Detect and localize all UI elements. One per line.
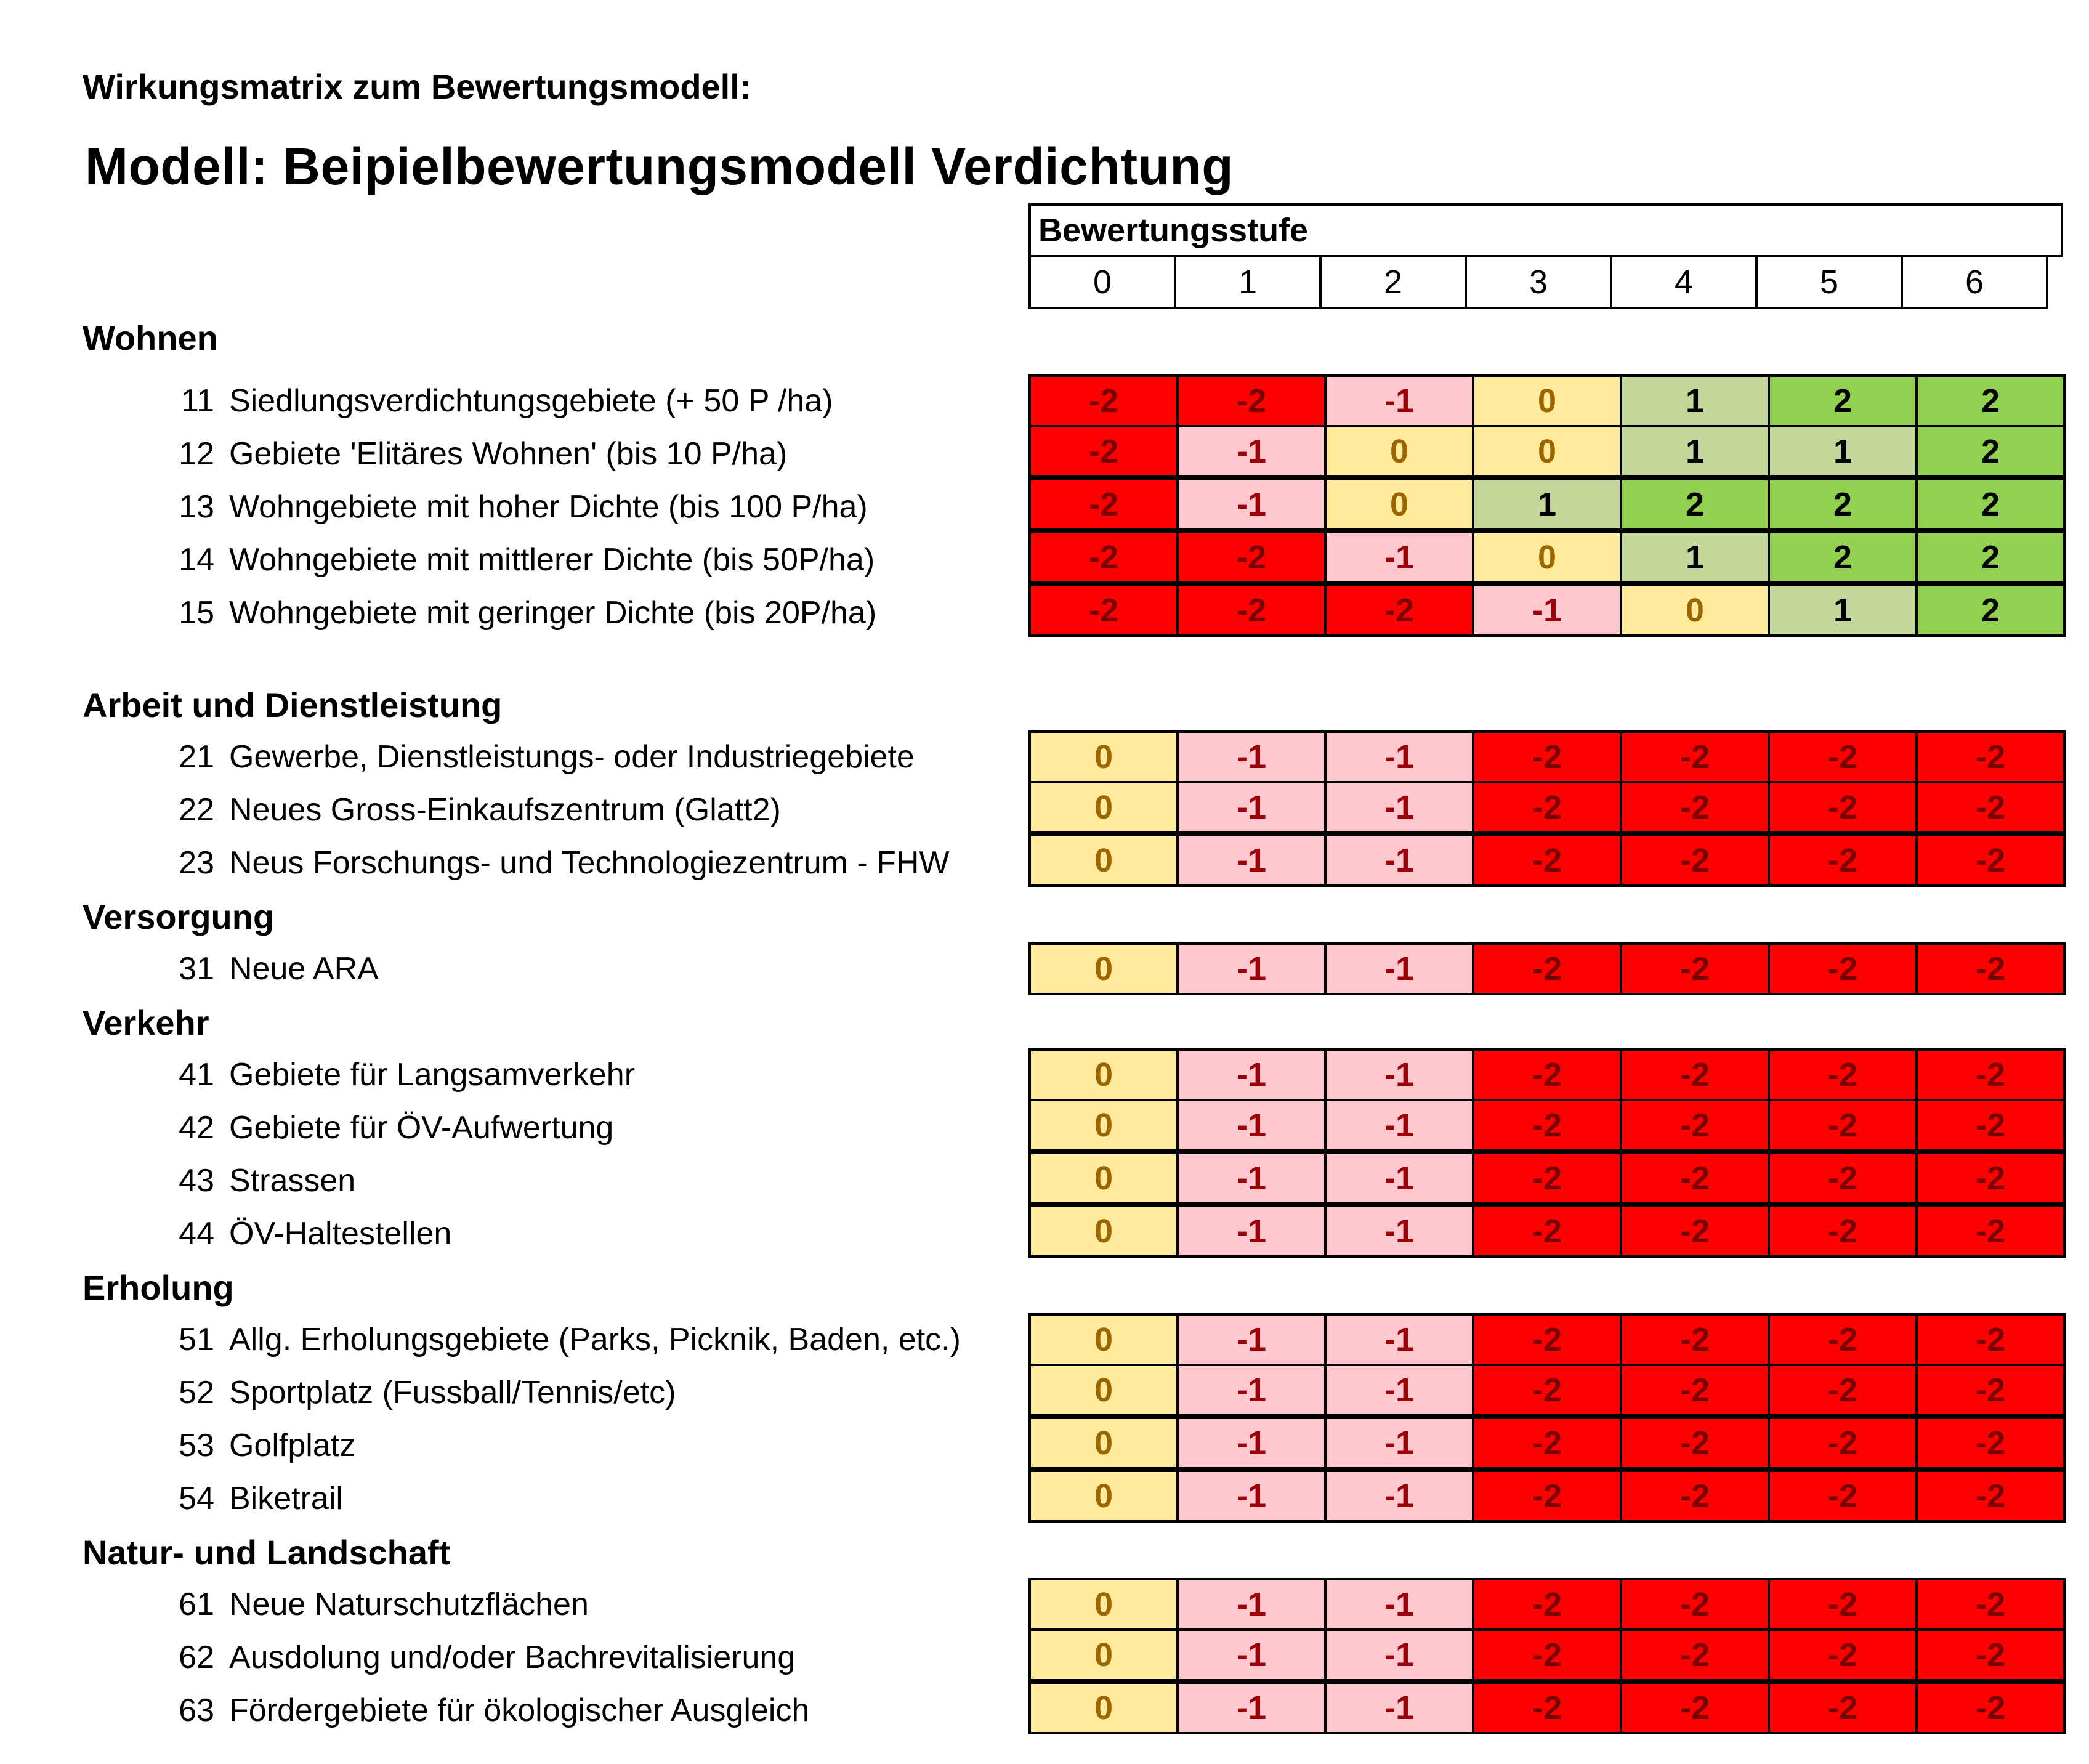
impact-cell: -2 — [1472, 1313, 1622, 1366]
impact-cell: 0 — [1028, 730, 1179, 783]
impact-cell: 0 — [1028, 834, 1179, 887]
matrix-row — [0, 942, 2089, 995]
impact-cell: 2 — [1768, 478, 1918, 531]
row-number: 43 — [179, 1163, 214, 1199]
impact-cell: -2 — [1472, 1578, 1622, 1631]
impact-cell: -1 — [1176, 1313, 1327, 1366]
impact-cell: -1 — [1176, 781, 1327, 834]
row-number: 42 — [179, 1110, 214, 1146]
impact-cell: -2 — [1620, 1470, 1770, 1523]
impact-cell: -1 — [1324, 1048, 1474, 1101]
section-title: Versorgung — [83, 897, 275, 936]
row-number: 12 — [179, 436, 214, 472]
impact-cell: -2 — [1028, 584, 1179, 637]
row-cells — [1028, 1631, 2066, 1681]
impact-cell: -2 — [1768, 1578, 1918, 1631]
impact-cell: -1 — [1324, 834, 1474, 887]
impact-cell: -2 — [1472, 1681, 1622, 1734]
impact-cell: -1 — [1176, 1099, 1327, 1152]
impact-cell: 0 — [1028, 1099, 1179, 1152]
impact-cell: 0 — [1028, 1364, 1179, 1417]
row-label: Wohngebiete mit hoher Dichte (bis 100 P/ha) — [229, 489, 868, 525]
matrix-row — [0, 1684, 2089, 1737]
impact-cell: 2 — [1915, 374, 2066, 427]
row-label: Neues Gross-Einkaufszentrum (Glatt2) — [229, 792, 781, 828]
impact-cell: -1 — [1176, 478, 1327, 531]
row-number: 54 — [179, 1481, 214, 1516]
level-cell: 6 — [1901, 255, 2048, 309]
row-cells — [1028, 1101, 2066, 1152]
impact-cell: 1 — [1472, 478, 1622, 531]
impact-cell: -2 — [1472, 1364, 1622, 1417]
row-number: 21 — [179, 739, 214, 775]
impact-cell: -2 — [1324, 584, 1474, 637]
impact-cell: -2 — [1472, 730, 1622, 783]
level-cell: 3 — [1465, 255, 1612, 309]
impact-cell: -2 — [1915, 1313, 2066, 1366]
impact-cell: -1 — [1176, 1152, 1327, 1205]
row-cells — [1028, 1366, 2066, 1417]
impact-cell: -2 — [1620, 1048, 1770, 1101]
row-number: 63 — [179, 1693, 214, 1728]
impact-cell: 2 — [1915, 478, 2066, 531]
row-number: 14 — [179, 542, 214, 578]
impact-cell: -2 — [1915, 1364, 2066, 1417]
impact-cell: 0 — [1028, 781, 1179, 834]
impact-cell: -1 — [1176, 1681, 1327, 1734]
impact-cell: -2 — [1620, 1417, 1770, 1470]
row-cells — [1028, 586, 2066, 637]
impact-cell: -2 — [1620, 1681, 1770, 1734]
impact-cell: -2 — [1028, 531, 1179, 584]
impact-cell: -2 — [1620, 1099, 1770, 1152]
row-cells — [1028, 783, 2066, 834]
impact-cell: 0 — [1324, 478, 1474, 531]
impact-cell: -1 — [1176, 834, 1327, 887]
impact-cell: -1 — [1176, 1578, 1327, 1631]
impact-cell: -2 — [1620, 834, 1770, 887]
impact-cell: -2 — [1768, 834, 1918, 887]
impact-cell: -2 — [1915, 1417, 2066, 1470]
row-label: Sportplatz (Fussball/Tennis/etc) — [229, 1375, 676, 1410]
impact-cell: -1 — [1176, 1364, 1327, 1417]
row-cells — [1028, 374, 2066, 427]
impact-cell: -2 — [1768, 1205, 1918, 1258]
impact-cell: -2 — [1472, 781, 1622, 834]
level-cell: 0 — [1028, 255, 1176, 309]
impact-cell: -2 — [1472, 1152, 1622, 1205]
impact-cell: -2 — [1472, 1417, 1622, 1470]
matrix-row — [0, 1366, 2089, 1419]
impact-cell: -2 — [1472, 1205, 1622, 1258]
row-number: 11 — [181, 383, 214, 419]
matrix-row — [0, 374, 2089, 427]
row-cells — [1028, 1472, 2066, 1523]
impact-cell: -2 — [1620, 1313, 1770, 1366]
impact-cell: -2 — [1620, 730, 1770, 783]
row-label: Biketrail — [229, 1481, 343, 1516]
impact-cell: 2 — [1768, 374, 1918, 427]
row-label: Strassen — [229, 1163, 356, 1199]
impact-cell: 1 — [1768, 584, 1918, 637]
level-cell: 2 — [1319, 255, 1467, 309]
section-title: Arbeit und Dienstleistung — [83, 686, 503, 724]
impact-cell: -2 — [1915, 781, 2066, 834]
impact-cell: 1 — [1620, 531, 1770, 584]
row-label: Ausdolung und/oder Bachrevitalisierung — [229, 1640, 796, 1675]
row-number: 13 — [179, 489, 214, 525]
row-number: 22 — [179, 792, 214, 828]
impact-cell: 1 — [1620, 425, 1770, 478]
impact-cell: -2 — [1472, 1470, 1622, 1523]
matrix-row — [0, 1313, 2089, 1366]
matrix-row — [0, 1578, 2089, 1631]
impact-cell: -2 — [1915, 1578, 2066, 1631]
impact-cell: -1 — [1176, 425, 1327, 478]
row-label: Allg. Erholungsgebiete (Parks, Picknik, Baden, etc.) — [229, 1322, 961, 1357]
row-cells — [1028, 1684, 2066, 1734]
impact-cell: -1 — [1324, 1578, 1474, 1631]
impact-cell: -2 — [1915, 1048, 2066, 1101]
row-label: Neus Forschungs- und Technologiezentrum - FHW — [229, 845, 950, 881]
impact-cell: -2 — [1915, 1628, 2066, 1681]
impact-cell: -2 — [1620, 1364, 1770, 1417]
impact-cell: 0 — [1028, 1417, 1179, 1470]
impact-cell: -2 — [1768, 1152, 1918, 1205]
row-number: 31 — [179, 951, 214, 987]
impact-cell: -2 — [1768, 1681, 1918, 1734]
row-cells — [1028, 1419, 2066, 1470]
impact-cell: 1 — [1620, 374, 1770, 427]
row-label: Wohngebiete mit geringer Dichte (bis 20P/ha) — [229, 595, 877, 631]
impact-cell: -2 — [1915, 1152, 2066, 1205]
row-label: Gebiete für ÖV-Aufwertung — [229, 1110, 614, 1146]
impact-cell: -2 — [1028, 478, 1179, 531]
row-number: 53 — [179, 1428, 214, 1463]
row-label: Fördergebiete für ökologischer Ausgleich — [229, 1693, 810, 1728]
impact-cell: -2 — [1472, 1628, 1622, 1681]
row-label: Gebiete für Langsamverkehr — [229, 1057, 636, 1093]
row-cells — [1028, 427, 2066, 478]
section-title: Erholung — [83, 1268, 234, 1307]
row-label: Neue ARA — [229, 951, 379, 987]
section-title: Verkehr — [83, 1003, 209, 1042]
impact-cell: -1 — [1472, 584, 1622, 637]
row-cells — [1028, 1154, 2066, 1205]
impact-cell: -1 — [1324, 730, 1474, 783]
impact-cell: 0 — [1028, 1578, 1179, 1631]
impact-cell: 0 — [1028, 1628, 1179, 1681]
matrix-row — [0, 427, 2089, 480]
impact-cell: -1 — [1324, 1364, 1474, 1417]
impact-cell: -2 — [1620, 1628, 1770, 1681]
row-cells — [1028, 942, 2066, 995]
impact-cell: -1 — [1176, 1048, 1327, 1101]
impact-cell: -2 — [1768, 781, 1918, 834]
impact-cell: 0 — [1028, 1048, 1179, 1101]
row-cells — [1028, 1313, 2066, 1366]
impact-cell: -2 — [1915, 834, 2066, 887]
level-cell: 1 — [1174, 255, 1322, 309]
impact-cell: -2 — [1472, 834, 1622, 887]
impact-cell: -2 — [1768, 1470, 1918, 1523]
impact-cell: -1 — [1176, 1628, 1327, 1681]
impact-cell: -1 — [1324, 1313, 1474, 1366]
row-label: Wohngebiete mit mittlerer Dichte (bis 50P/ha) — [229, 542, 875, 578]
impact-cell: -2 — [1915, 1099, 2066, 1152]
impact-cell: -1 — [1324, 942, 1474, 995]
matrix-row — [0, 1048, 2089, 1101]
row-cells — [1028, 533, 2066, 584]
impact-cell: -1 — [1324, 1152, 1474, 1205]
row-number: 51 — [179, 1322, 214, 1357]
impact-cell: -2 — [1915, 730, 2066, 783]
impact-cell: -1 — [1324, 1205, 1474, 1258]
impact-cell: -2 — [1620, 1205, 1770, 1258]
row-cells — [1028, 1207, 2066, 1258]
impact-cell: -1 — [1176, 942, 1327, 995]
row-number: 41 — [179, 1057, 214, 1093]
impact-cell: -2 — [1472, 1099, 1622, 1152]
matrix-row — [0, 1419, 2089, 1472]
row-number: 44 — [179, 1216, 214, 1252]
impact-cell: -2 — [1768, 1048, 1918, 1101]
matrix-row — [0, 1101, 2089, 1154]
matrix-row — [0, 533, 2089, 586]
impact-cell: 0 — [1028, 1152, 1179, 1205]
header-box — [1028, 203, 2063, 309]
impact-cell: -2 — [1768, 1313, 1918, 1366]
matrix-row — [0, 1631, 2089, 1684]
impact-cell: -2 — [1915, 1205, 2066, 1258]
impact-cell: -2 — [1472, 942, 1622, 995]
impact-cell: -1 — [1324, 531, 1474, 584]
impact-cell: -2 — [1768, 942, 1918, 995]
impact-cell: 0 — [1620, 584, 1770, 637]
impact-cell: -1 — [1324, 781, 1474, 834]
matrix-row — [0, 1472, 2089, 1525]
impact-cell: 0 — [1028, 1470, 1179, 1523]
impact-cell: -2 — [1620, 1152, 1770, 1205]
impact-cell: -2 — [1176, 531, 1327, 584]
impact-cell: -1 — [1176, 1417, 1327, 1470]
impact-cell: -1 — [1324, 1470, 1474, 1523]
header-title: Bewertungsstufe — [1028, 203, 2063, 257]
impact-cell: 0 — [1028, 1205, 1179, 1258]
impact-cell: -2 — [1176, 584, 1327, 637]
matrix-row — [0, 836, 2089, 889]
impact-cell: 0 — [1028, 1313, 1179, 1366]
impact-cell: -1 — [1176, 730, 1327, 783]
impact-cell: -2 — [1915, 1470, 2066, 1523]
row-label: Siedlungsverdichtungsgebiete (+ 50 P /ha) — [229, 383, 833, 419]
impact-cell: 0 — [1472, 374, 1622, 427]
impact-cell: -2 — [1472, 1048, 1622, 1101]
impact-cell: 0 — [1028, 1681, 1179, 1734]
impact-cell: 0 — [1028, 942, 1179, 995]
row-number: 15 — [179, 595, 214, 631]
row-label: Gebiete 'Elitäres Wohnen' (bis 10 P/ha) — [229, 436, 788, 472]
row-cells — [1028, 730, 2066, 783]
row-cells — [1028, 836, 2066, 887]
row-cells — [1028, 1578, 2066, 1631]
impact-cell: -2 — [1768, 1364, 1918, 1417]
impact-cell: -2 — [1768, 730, 1918, 783]
impact-cell: -1 — [1324, 1417, 1474, 1470]
impact-cell: -2 — [1620, 781, 1770, 834]
header-levels — [1028, 255, 2048, 309]
row-cells — [1028, 1048, 2066, 1101]
impact-cell: -2 — [1028, 374, 1179, 427]
impact-cell: -1 — [1324, 1681, 1474, 1734]
impact-cell: -2 — [1620, 1578, 1770, 1631]
impact-cell: 0 — [1472, 425, 1622, 478]
impact-cell: 0 — [1472, 531, 1622, 584]
impact-cell: 2 — [1768, 531, 1918, 584]
section-title: Natur- und Landschaft — [83, 1533, 451, 1572]
impact-cell: 0 — [1324, 425, 1474, 478]
impact-cell: 2 — [1915, 584, 2066, 637]
row-number: 62 — [179, 1640, 214, 1675]
impact-cell: -1 — [1176, 1205, 1327, 1258]
matrix-row — [0, 783, 2089, 836]
impact-cell: -2 — [1620, 942, 1770, 995]
impact-cell: -2 — [1768, 1628, 1918, 1681]
row-number: 61 — [179, 1587, 214, 1622]
impact-cell: -1 — [1324, 374, 1474, 427]
level-cell: 4 — [1610, 255, 1758, 309]
section-title: Wohnen — [83, 318, 218, 357]
matrix-row — [0, 1154, 2089, 1207]
impact-cell: -1 — [1176, 1470, 1327, 1523]
impact-cell: -2 — [1915, 1681, 2066, 1734]
impact-cell: -1 — [1324, 1099, 1474, 1152]
impact-cell: 2 — [1620, 478, 1770, 531]
row-label: ÖV-Haltestellen — [229, 1216, 452, 1252]
matrix-row — [0, 480, 2089, 533]
impact-cell: 1 — [1768, 425, 1918, 478]
row-label: Gewerbe, Dienstleistungs- oder Industriegebiete — [229, 739, 915, 775]
row-number: 52 — [179, 1375, 214, 1410]
impact-cell: 2 — [1915, 425, 2066, 478]
row-cells — [1028, 480, 2066, 531]
row-label: Golfplatz — [229, 1428, 356, 1463]
matrix-row — [0, 586, 2089, 639]
impact-cell: -2 — [1915, 942, 2066, 995]
impact-cell: -2 — [1176, 374, 1327, 427]
impact-cell: -1 — [1324, 1628, 1474, 1681]
level-cell: 5 — [1755, 255, 1903, 309]
matrix-row — [0, 730, 2089, 783]
page-title: Modell: Beipielbewertungsmodell Verdichtung — [85, 137, 1234, 195]
impact-cell: -2 — [1768, 1099, 1918, 1152]
impact-cell: 2 — [1915, 531, 2066, 584]
matrix-row — [0, 1207, 2089, 1260]
row-number: 23 — [179, 845, 214, 881]
impact-cell: -2 — [1768, 1417, 1918, 1470]
impact-cell: -2 — [1028, 425, 1179, 478]
page-subtitle: Wirkungsmatrix zum Bewertungsmodell: — [83, 67, 751, 106]
row-label: Neue Naturschutzflächen — [229, 1587, 589, 1622]
